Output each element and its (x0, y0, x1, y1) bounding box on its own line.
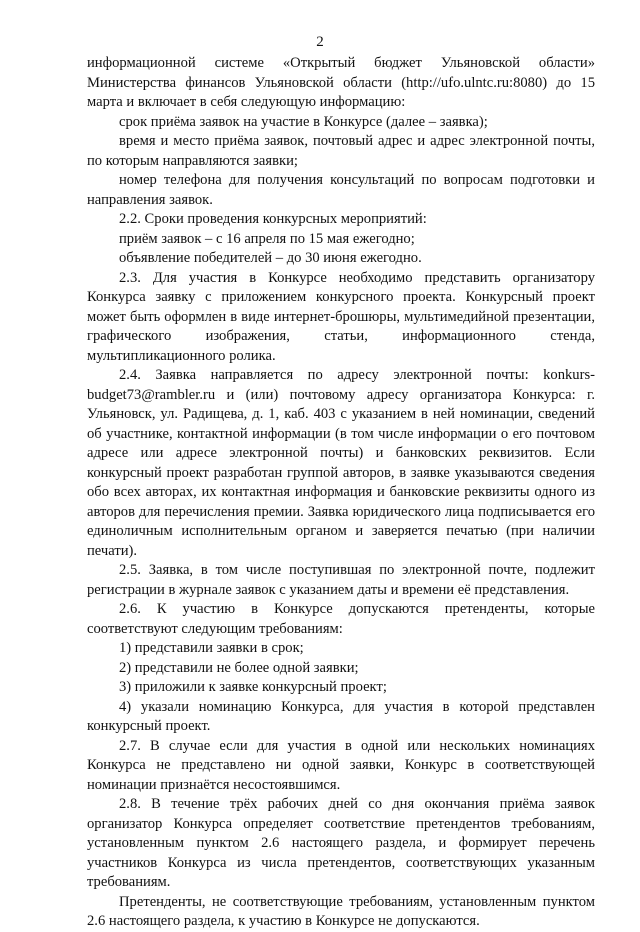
paragraph: 2.5. Заявка, в том числе поступившая по электронной почте, подлежит регистрации в журнале заявок с указанием даты и времени её представления. (87, 562, 595, 598)
paragraph: 2.7. В случае если для участия в одной или нескольких номинациях Конкурса не представлено ни одной заявки, Конкурс в соответствующей номинации признаётся несостоявшимся. (87, 737, 595, 793)
paragraph: 2.4. Заявка направляется по адресу электронной почты: konkurs-budget73@rambler.ru и (или) почтовому адресу организатора Конкурса: г. Ульяновск, ул. Радищева, д. 1, каб. 403 с указанием в ней номинации, сведений об участнике, контактной информации (в том числе информации о его почтовом адресе или адресе электронной почты) и банковских реквизитов. Если конкурсный проект разработан группой авторов, в заявке указываются сведения обо всех авторах, их контактная информация и банковские реквизиты одного из авторов для перечисления премии. Заявка юридического лица подписывается его единоличным исполнительным органом и заверяется печатью (при наличии печати). (87, 367, 595, 559)
paragraph: приём заявок – с 16 апреля по 15 мая ежегодно; (119, 230, 415, 247)
document-body (87, 54, 595, 932)
paragraph: номер телефона для получения консультаций по вопросам подготовки и направления заявок. (87, 172, 595, 208)
paragraph: объявление победителей – до 30 июня ежегодно. (119, 250, 422, 266)
paragraph: время и место приёма заявок, почтовый адрес и адрес электронной почты, по которым направляются заявки; (87, 133, 595, 169)
paragraph: 2.8. В течение трёх рабочих дней со дня окончания приёма заявок организатор Конкурса определяет соответствие претендентов требованиям, установленным пунктом 2.6 настоящего раздела, и формирует перечень участников Конкурса из числа претендентов, соответствующих указанным требованиям. (87, 796, 595, 890)
list-item: 4) указали номинацию Конкурса, для участия в которой представлен конкурсный проект. (87, 698, 595, 734)
paragraph: 2.3. Для участия в Конкурсе необходимо представить организатору Конкурса заявку с приложением конкурсного проекта. Конкурсный проект может быть оформлен в виде интернет-брошюры, мультимедийной презентации, графического изображения, статьи, информационного стенда, мультипликационного ролика. (87, 269, 595, 364)
list-item: 2) представили не более одной заявки; (119, 659, 359, 676)
paragraph: информационной системе «Открытый бюджет Ульяновской области» Министерства финансов Ульяновской области (http://ufo.ulntc.ru:8080) до 15 марта и включает в себя следующую информацию: (87, 55, 595, 110)
page-number: 2 (316, 34, 324, 50)
list-item: 3) приложили к заявке конкурсный проект; (119, 679, 387, 695)
paragraph: 2.6. К участию в Конкурсе допускаются претенденты, которые соответствуют следующим требованиям: (87, 601, 595, 637)
section-heading: 2.2. Сроки проведения конкурсных мероприятий: (119, 211, 427, 227)
paragraph: срок приёма заявок на участие в Конкурсе (далее – заявка); (119, 113, 488, 130)
list-item: 1) представили заявки в срок; (119, 640, 304, 656)
paragraph: Претенденты, не соответствующие требованиям, установленным пунктом 2.6 настоящего раздела, к участию в Конкурсе не допускаются. (87, 893, 595, 929)
